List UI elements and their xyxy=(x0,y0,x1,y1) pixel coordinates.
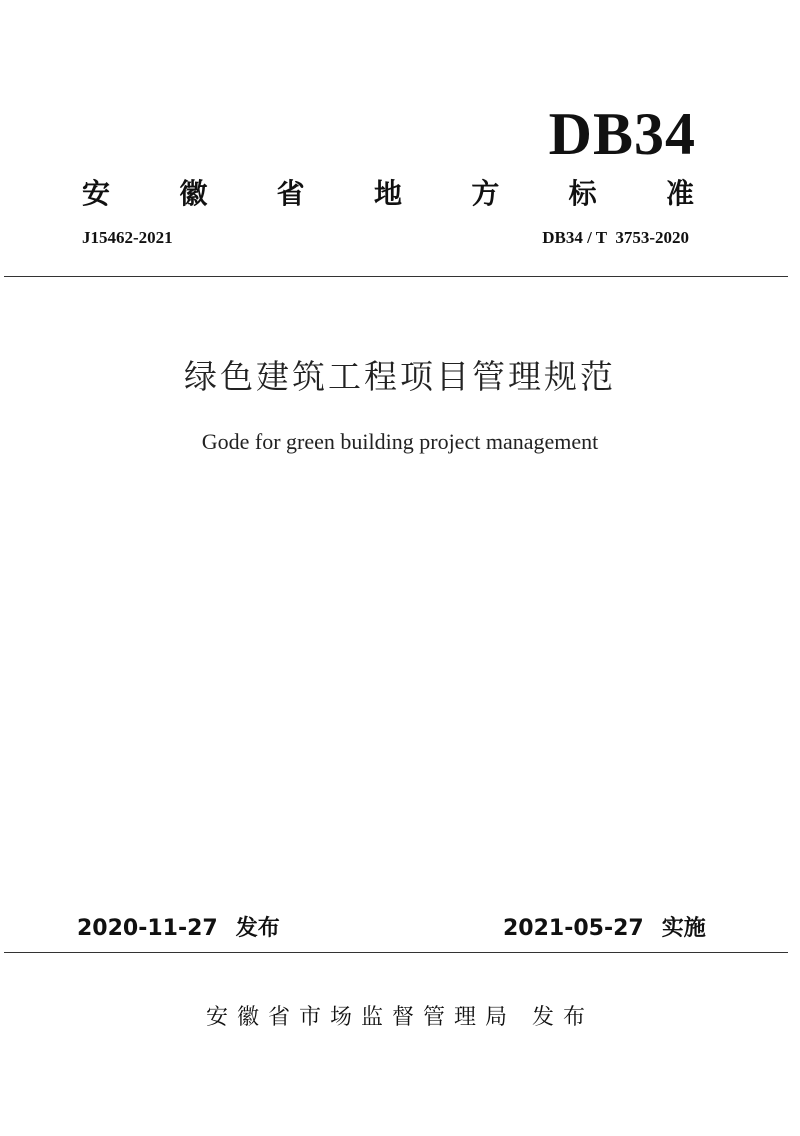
standard-type-char: 徽 xyxy=(179,177,208,210)
standard-type-heading xyxy=(82,172,694,216)
top-divider xyxy=(4,276,788,277)
document-title-chinese: 绿色建筑工程项目管理规范 xyxy=(184,357,616,396)
standard-number: DB34 / T 3753-2020 xyxy=(542,228,689,247)
standard-type-char: 标 xyxy=(568,177,597,210)
standard-code: DB34 xyxy=(548,101,696,167)
effective-date-line xyxy=(503,912,706,946)
publish-label: 发布 xyxy=(235,916,280,941)
bottom-divider xyxy=(4,952,788,953)
standard-type-char: 准 xyxy=(665,177,694,210)
publisher-line xyxy=(0,1000,800,1036)
publish-date: 2020-11-27 xyxy=(77,916,218,941)
publish-date-line xyxy=(77,912,280,946)
effective-date: 2021-05-27 xyxy=(503,916,644,941)
publisher-action: 发布 xyxy=(532,1005,595,1030)
standard-type-char: 方 xyxy=(471,177,500,210)
standard-type-char: 地 xyxy=(373,177,402,210)
standard-type-char: 安 xyxy=(82,177,111,210)
publisher-name: 安徽省市场监督管理局 xyxy=(205,1005,516,1030)
filing-number: J15462-2021 xyxy=(82,228,173,247)
standard-type-char: 省 xyxy=(276,177,305,210)
effective-label: 实施 xyxy=(661,916,706,941)
document-title-english: Gode for green building project management xyxy=(201,429,599,454)
